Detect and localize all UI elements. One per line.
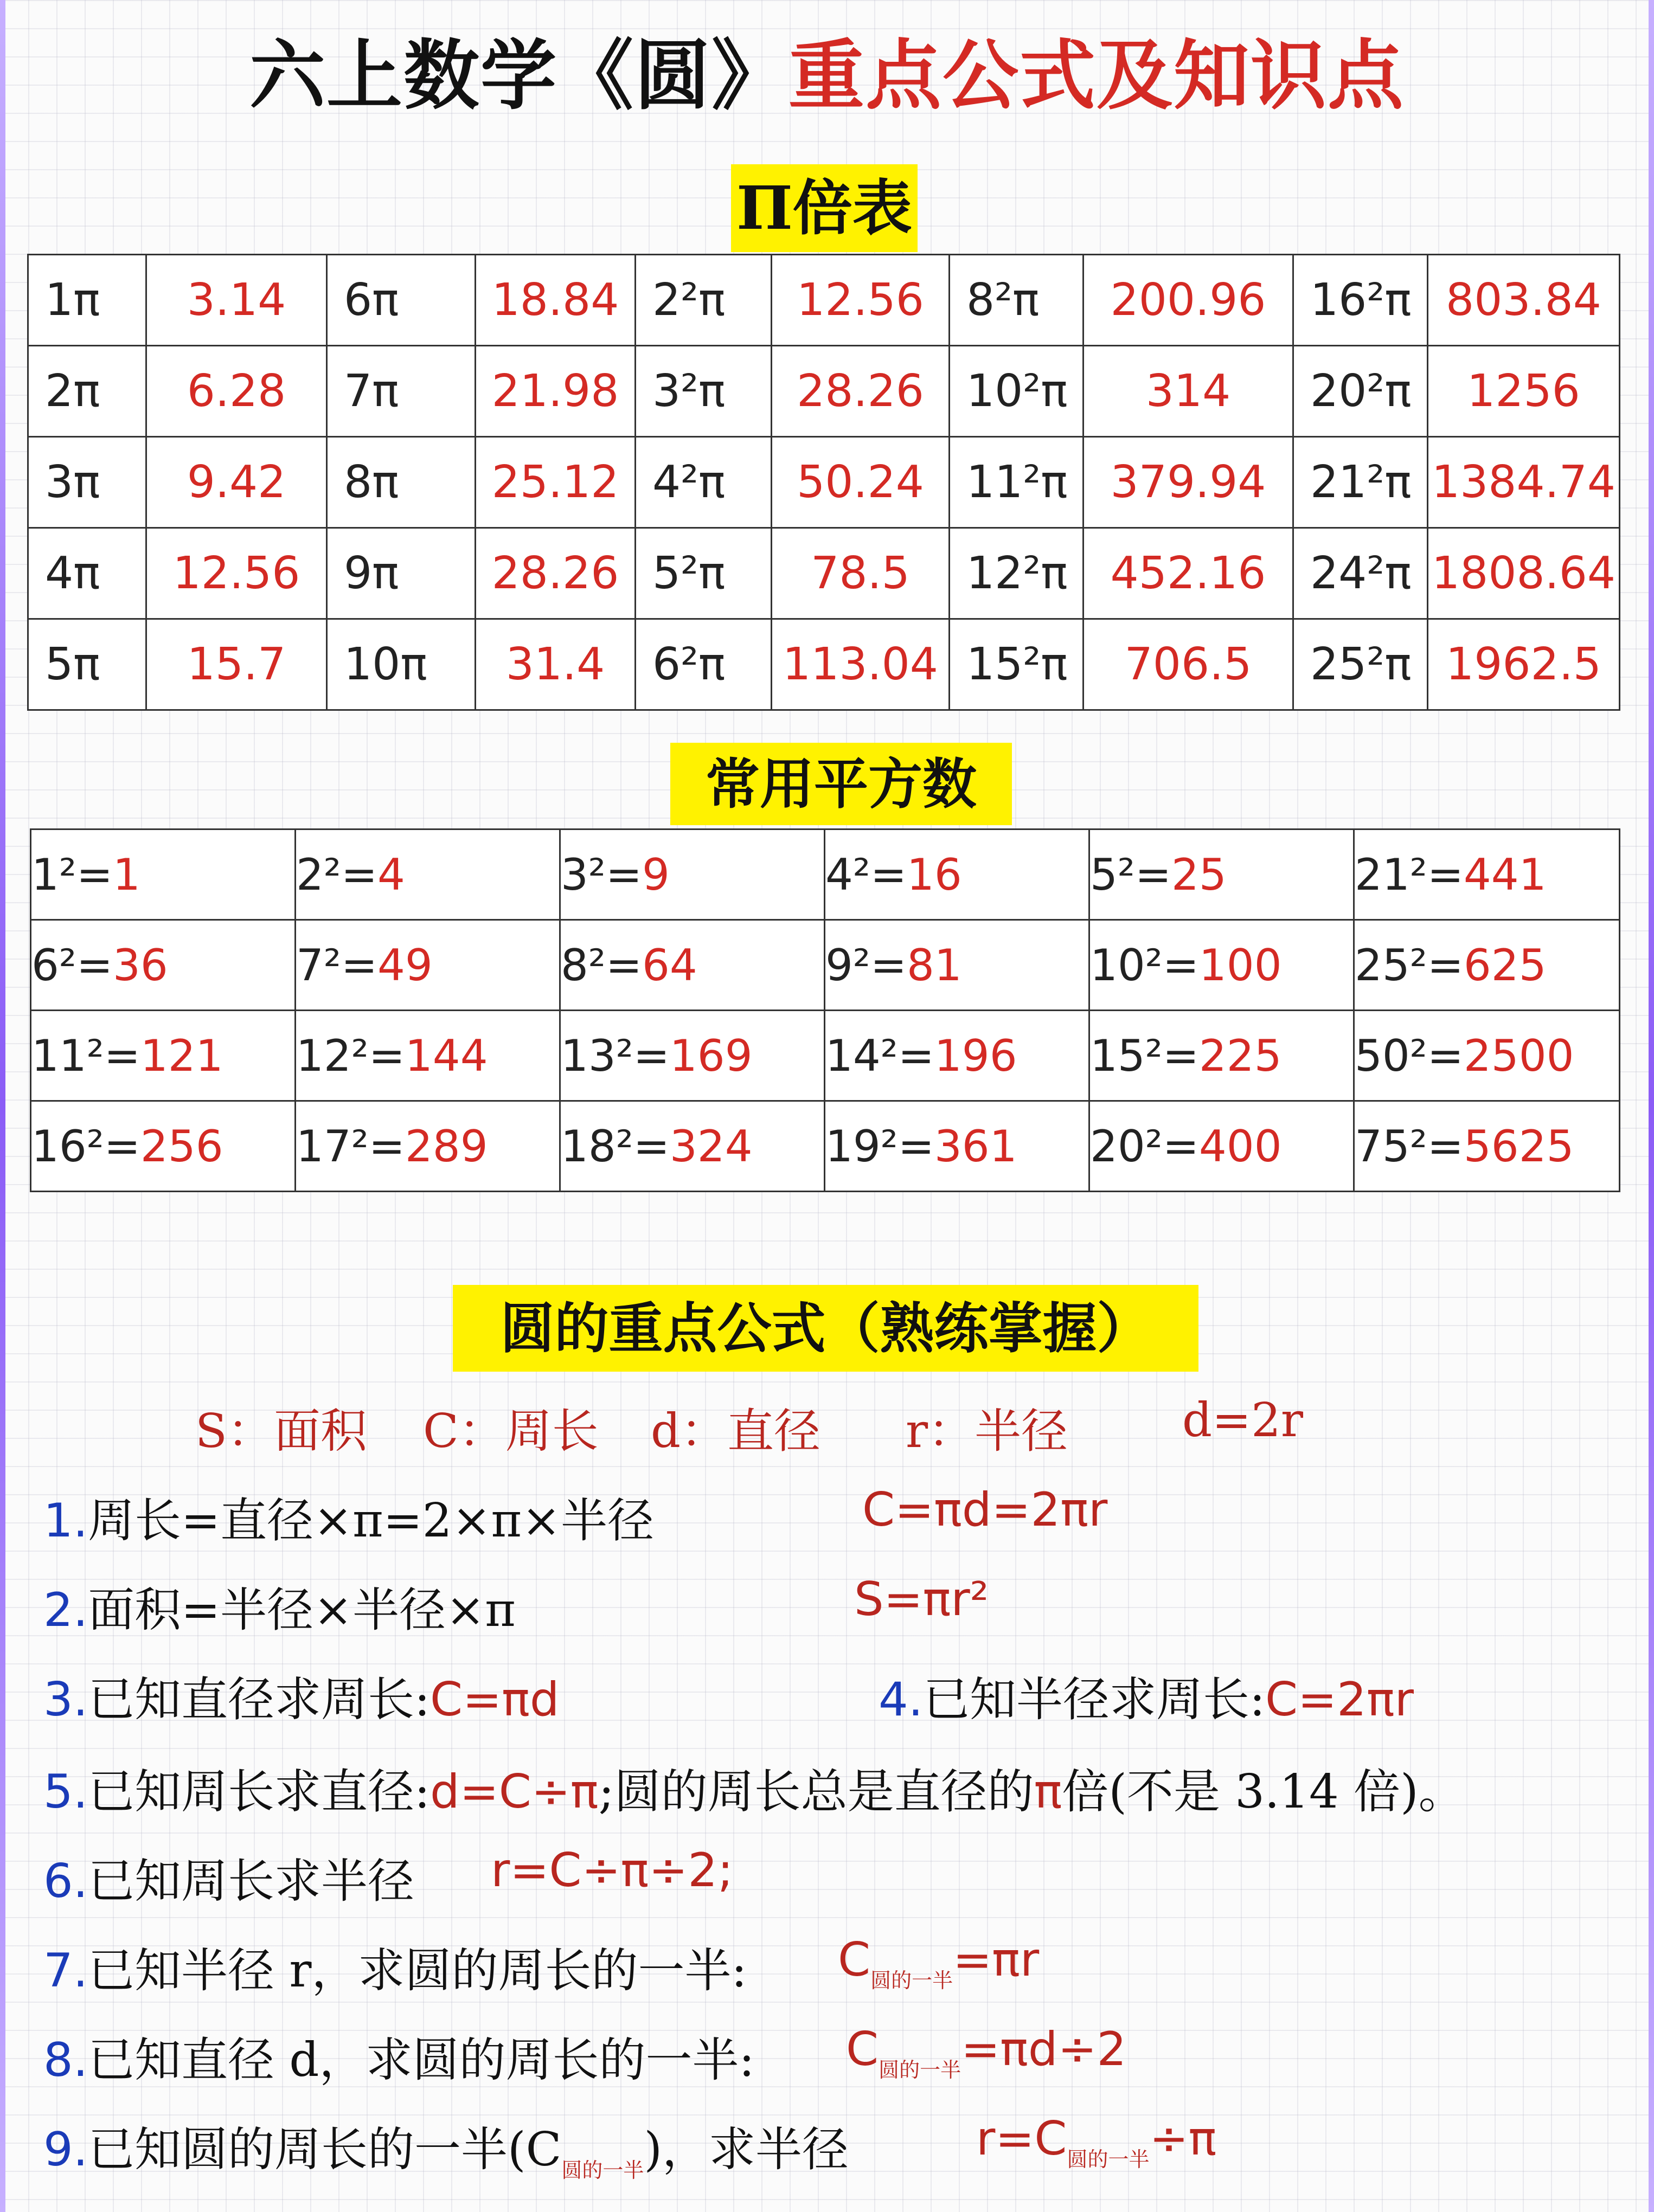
formula-number: 6. (43, 1854, 88, 1908)
table-row (31, 920, 1620, 1011)
pi-multiple-key: 15²π (950, 619, 1084, 710)
pi-multiple-key: 4²π (636, 437, 772, 528)
square-cell (1089, 1101, 1354, 1192)
pi-multiple-value: 3.14 (146, 255, 327, 346)
formula-number: 9. (43, 2123, 88, 2177)
square-expression: 14²= (825, 1030, 934, 1081)
formula-text: 周长=直径×π=2×π×半径 (88, 1494, 655, 1548)
square-expression: 17²= (296, 1121, 405, 1172)
square-expression: 7²= (296, 940, 377, 991)
pi-multiple-key: 16²π (1293, 255, 1428, 346)
square-cell (1089, 829, 1354, 920)
square-result: 256 (140, 1121, 223, 1172)
square-cell (1089, 1011, 1354, 1101)
square-result: 49 (377, 940, 433, 991)
formula-text: 已知直径 d，求圆的周长的一半: (88, 2033, 755, 2087)
pi-multiple-key: 8π (327, 437, 476, 528)
square-result: 81 (907, 940, 962, 991)
square-result: 121 (140, 1030, 223, 1081)
square-result: 169 (669, 1030, 753, 1081)
square-cell (825, 1011, 1089, 1101)
square-result: 64 (642, 940, 697, 991)
square-cell (825, 829, 1089, 920)
pi-multiple-value: 78.5 (772, 528, 950, 619)
pi-multiple-key: 4π (28, 528, 146, 619)
pi-multiple-value: 25.12 (476, 437, 636, 528)
pi-multiple-value: 12.56 (146, 528, 327, 619)
table-row (28, 528, 1620, 619)
formula-number: 7. (43, 1944, 88, 1998)
pi-multiples-table (27, 254, 1620, 711)
pi-multiple-value: 31.4 (476, 619, 636, 710)
square-cell (560, 920, 825, 1011)
legend-diameter: d：直径 (651, 1404, 821, 1458)
formula-7-subscript: 圆的一半 (870, 1969, 953, 1992)
pi-multiple-value: 452.16 (1084, 528, 1293, 619)
square-expression: 9²= (825, 940, 907, 991)
square-result: 196 (934, 1030, 1017, 1081)
square-expression: 8²= (561, 940, 642, 991)
formula-text: 已知圆的周长的一半(C (88, 2123, 562, 2177)
pi-multiple-key: 12²π (950, 528, 1084, 619)
formula-item-7 (43, 1933, 747, 2000)
square-cell (825, 920, 1089, 1011)
formula-9-subscript-2: 圆的一半 (1067, 2147, 1150, 2171)
pi-multiple-value: 12.56 (772, 255, 950, 346)
square-expression: 5²= (1090, 849, 1171, 900)
pi-multiple-key: 6²π (636, 619, 772, 710)
legend-circumference: C：周长 (423, 1404, 599, 1458)
square-result: 441 (1463, 849, 1547, 900)
formula-1-expression: C=πd=2πr (862, 1483, 1108, 1537)
square-expression: 21²= (1355, 849, 1464, 900)
pi-multiple-value: 1384.74 (1428, 437, 1620, 528)
square-expression: 2²= (296, 849, 377, 900)
formula-item-2 (43, 1572, 516, 1639)
square-expression: 3²= (561, 849, 642, 900)
pi-multiple-value: 200.96 (1084, 255, 1293, 346)
table-row (28, 437, 1620, 528)
square-cell (1354, 829, 1620, 920)
square-result: 25 (1171, 849, 1227, 900)
square-cell (1354, 1011, 1620, 1101)
square-cell (560, 1101, 825, 1192)
pi-multiple-key: 8²π (950, 255, 1084, 346)
table-row (31, 1101, 1620, 1192)
pi-multiple-value: 113.04 (772, 619, 950, 710)
pi-multiple-value: 803.84 (1428, 255, 1620, 346)
formula-text: 面积=半径×半径×π (88, 1583, 516, 1637)
pi-multiple-key: 6π (327, 255, 476, 346)
pi-multiple-key: 2π (28, 346, 146, 437)
pi-multiple-value: 9.42 (146, 437, 327, 528)
pi-multiple-key: 20²π (1293, 346, 1428, 437)
pi-multiple-value: 379.94 (1084, 437, 1293, 528)
square-result: 100 (1198, 940, 1282, 991)
square-expression: 18²= (561, 1121, 670, 1172)
formula-7-c: C (838, 1933, 871, 1987)
square-expression: 20²= (1090, 1121, 1199, 1172)
pi-multiple-value: 28.26 (476, 528, 636, 619)
square-expression: 10²= (1090, 940, 1199, 991)
pi-multiple-key: 25²π (1293, 619, 1428, 710)
formula-item-8 (43, 2022, 754, 2089)
pi-multiple-key: 5²π (636, 528, 772, 619)
pi-multiple-value: 314 (1084, 346, 1293, 437)
pi-multiple-key: 21²π (1293, 437, 1428, 528)
square-result: 225 (1198, 1030, 1282, 1081)
pi-multiple-key: 1π (28, 255, 146, 346)
formula-8-subscript: 圆的一半 (879, 2058, 961, 2082)
page-title (0, 15, 1654, 124)
pi-symbol: π (1034, 1765, 1062, 1819)
legend-area: S：面积 (195, 1404, 367, 1458)
legend-relation: d=2r (1182, 1393, 1303, 1448)
pi-multiple-value: 6.28 (146, 346, 327, 437)
formula-3-expression: C=πd (430, 1673, 560, 1727)
square-cell (1354, 1101, 1620, 1192)
formula-9-subscript: 圆的一半 (561, 2158, 644, 2182)
square-cell (31, 1101, 296, 1192)
formula-5-note: ;圆的周长总是直径的 (598, 1765, 1034, 1819)
pi-table-label: Π倍表 (731, 164, 918, 252)
formula-item-6 (43, 1843, 414, 1911)
square-cell (31, 829, 296, 920)
square-result: 16 (907, 849, 962, 900)
formula-8-rhs: =πd÷2 (961, 2022, 1127, 2076)
square-expression: 15²= (1090, 1030, 1199, 1081)
formula-7-expression (838, 1933, 1040, 1992)
pi-multiple-value: 1962.5 (1428, 619, 1620, 710)
square-expression: 12²= (296, 1030, 405, 1081)
formula-item-1 (43, 1483, 654, 1550)
square-expression: 75²= (1355, 1121, 1464, 1172)
formula-9-expression (976, 2112, 1217, 2171)
square-result: 400 (1198, 1121, 1282, 1172)
formula-2-expression: S=πr² (854, 1572, 989, 1626)
square-expression: 11²= (31, 1030, 140, 1081)
formula-text: 已知周长求直径: (88, 1765, 431, 1819)
square-cell (1354, 920, 1620, 1011)
table-row (31, 1011, 1620, 1101)
formula-item-4 (879, 1662, 1414, 1729)
formula-number: 3. (43, 1673, 88, 1727)
formula-4-expression: C=2πr (1265, 1673, 1414, 1727)
square-cell (296, 829, 560, 920)
square-cell (31, 920, 296, 1011)
common-squares-table (30, 828, 1620, 1192)
pi-multiple-value: 18.84 (476, 255, 636, 346)
pi-multiple-key: 3²π (636, 346, 772, 437)
square-expression: 25²= (1355, 940, 1464, 991)
square-result: 289 (405, 1121, 488, 1172)
title-part-black: 六上数学《圆》 (249, 31, 788, 120)
pi-multiple-key: 11²π (950, 437, 1084, 528)
formula-text: 已知半径求周长: (923, 1673, 1266, 1727)
formula-8-c: C (846, 2022, 879, 2076)
square-expression: 6²= (31, 940, 113, 991)
formula-item-9 (43, 2112, 849, 2182)
square-expression: 13²= (561, 1030, 670, 1081)
formula-number: 1. (43, 1494, 88, 1548)
pi-multiple-key: 2²π (636, 255, 772, 346)
square-result: 9 (642, 849, 670, 900)
pi-multiple-key: 24²π (1293, 528, 1428, 619)
square-expression: 16²= (31, 1121, 140, 1172)
pi-multiple-key: 5π (28, 619, 146, 710)
square-cell (1089, 920, 1354, 1011)
square-cell (31, 1011, 296, 1101)
pi-multiple-key: 3π (28, 437, 146, 528)
table-row (28, 346, 1620, 437)
square-result: 1 (113, 849, 140, 900)
table-row (28, 255, 1620, 346)
square-cell (296, 1101, 560, 1192)
formulas-label: 圆的重点公式（熟练掌握） (453, 1285, 1198, 1372)
square-cell (825, 1101, 1089, 1192)
formula-item-5 (43, 1754, 1465, 1821)
square-expression: 50²= (1355, 1030, 1464, 1081)
formula-8-expression (846, 2022, 1127, 2082)
pi-multiple-value: 1256 (1428, 346, 1620, 437)
square-expression: 1²= (31, 849, 113, 900)
pi-multiple-key: 9π (327, 528, 476, 619)
square-result: 625 (1463, 940, 1547, 991)
square-result: 2500 (1463, 1030, 1574, 1081)
pi-multiple-key: 10π (327, 619, 476, 710)
formula-text: 已知周长求半径 (88, 1854, 415, 1908)
formula-5-note-end: 倍(不是 3.14 倍)。 (1062, 1765, 1465, 1819)
table-row (28, 619, 1620, 710)
square-cell (296, 920, 560, 1011)
table-row (31, 829, 1620, 920)
square-cell (296, 1011, 560, 1101)
square-expression: 4²= (825, 849, 907, 900)
square-result: 5625 (1463, 1121, 1574, 1172)
squares-table-label: 常用平方数 (670, 743, 1012, 825)
formula-5-expression: d=C÷π (430, 1765, 599, 1819)
pi-multiple-value: 1808.64 (1428, 528, 1620, 619)
pi-multiple-value: 15.7 (146, 619, 327, 710)
formula-text: 已知半径 r，求圆的周长的一半: (88, 1944, 747, 1998)
formula-number: 4. (879, 1673, 924, 1727)
square-cell (560, 829, 825, 920)
square-result: 4 (377, 849, 405, 900)
square-result: 361 (934, 1121, 1017, 1172)
square-expression: 19²= (825, 1121, 934, 1172)
square-result: 36 (113, 940, 168, 991)
formula-text: 已知直径求周长: (88, 1673, 431, 1727)
square-result: 324 (669, 1121, 753, 1172)
pi-multiple-key: 7π (327, 346, 476, 437)
square-result: 144 (405, 1030, 488, 1081)
formula-9-rhs: ÷π (1149, 2112, 1217, 2166)
formula-9-lhs: r=C (976, 2112, 1067, 2166)
formula-7-rhs: =πr (953, 1933, 1040, 1987)
pi-multiple-value: 21.98 (476, 346, 636, 437)
pi-multiple-value: 50.24 (772, 437, 950, 528)
pi-multiple-key: 10²π (950, 346, 1084, 437)
right-edge-decoration (1649, 0, 1654, 2212)
square-cell (560, 1011, 825, 1101)
legend-radius: r：半径 (906, 1404, 1068, 1458)
formula-6-expression: r=C÷π÷2; (491, 1843, 734, 1898)
pi-multiple-value: 706.5 (1084, 619, 1293, 710)
pi-multiple-value: 28.26 (772, 346, 950, 437)
formula-number: 8. (43, 2033, 88, 2087)
left-edge-decoration (0, 0, 5, 2212)
formula-text-end: )，求半径 (644, 2123, 849, 2177)
formula-number: 2. (43, 1583, 88, 1637)
formula-number: 5. (43, 1765, 88, 1819)
formula-item-3 (43, 1662, 560, 1729)
title-part-red: 重点公式及知识点 (788, 32, 1405, 120)
